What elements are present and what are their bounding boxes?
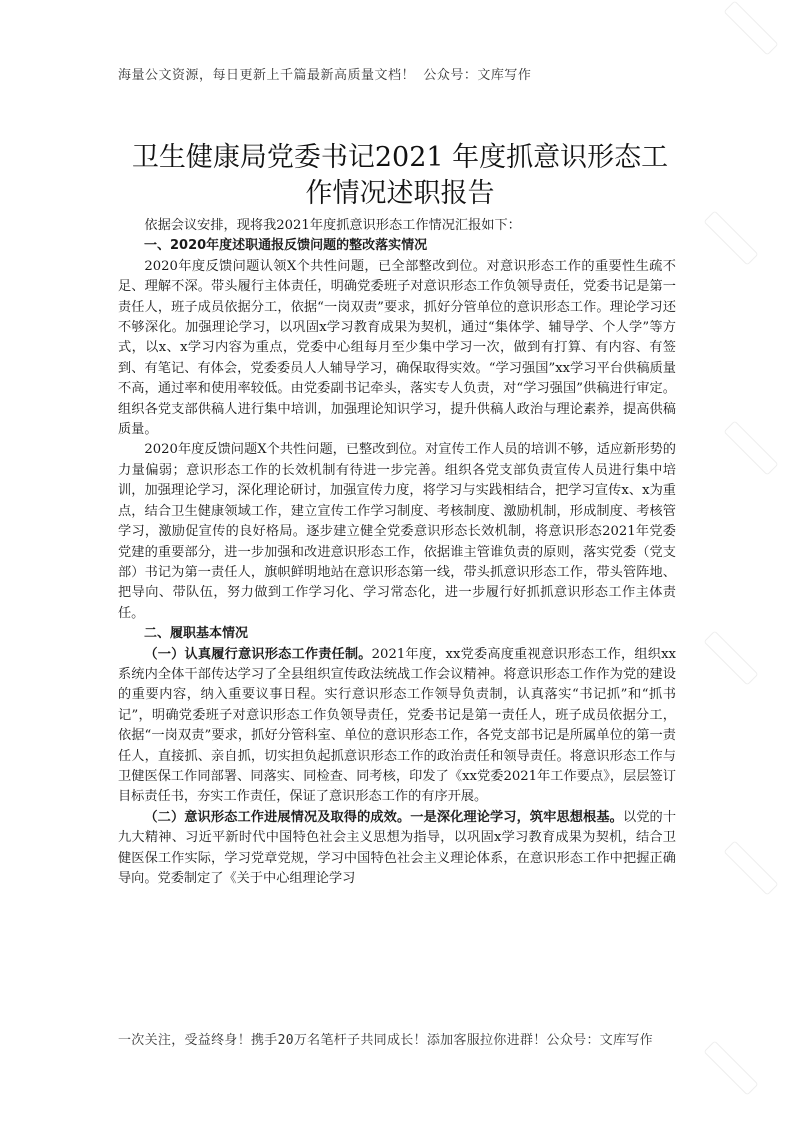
intro-paragraph: 依据会议安排，现将我2021年度抓意识形态工作情况汇报如下：: [144, 218, 521, 233]
title-line-2: 作情况述职报告: [305, 178, 495, 209]
watermark-mark: [703, 1040, 758, 1095]
watermark-mark: [723, 0, 778, 55]
subsection-2-body: 以党的十九大精神、习近平新时代中国特色社会主义思想为指导，以巩固x学习教育成果为契机，结合卫健医保工作实际，学习党章党规，学习中国特色社会主义理论体系，在意识形态工作中把握正确导向。党委制定了《关于中心组理论学习: [118, 809, 677, 886]
watermark-mark: [723, 420, 778, 475]
title-line-1: 卫生健康局党委书记2021 年度抓意识形态工: [131, 142, 669, 173]
footer-note: 一次关注，受益终身！携手20万名笔杆子共同成长！添加客服拉你进群！公众号：文库写作: [118, 1033, 653, 1048]
watermark-mark: [703, 210, 758, 265]
section-2-heading: 二、履职基本情况: [144, 626, 249, 642]
section-1-heading: 一、2020年度述职通报反馈问题的整改落实情况: [144, 238, 428, 254]
document-body: [118, 216, 676, 889]
subsection-1-body: 2021年度，xx党委高度重视意识形态工作，组织xx系统内全体干部传达学习了全县组织宣传政法统战工作会议精神。将意识形态工作作为党的建设的重要内容，纳入重要议事日程。实行意识形态工作领导负责制，认真落实“书记抓”和“抓书记”，明确党委班子对意识形态工作负领导责任，党委书记是第一责任人，班子成员依据分工，依据“一岗双责”要求，抓好分管科室、单位的意识形态工作，各党支部书记是所属单位的第一责任人，直接抓、亲自抓，切实担负起抓意识形态工作的政治责任和领导责任。将意识形态工作与卫健医保工作同部署、同落实、同检查、同考核，印发了《xx党委2021年工作要点》，层层签订目标责任书，夯实工作责任，保证了意识形态工作的有序开展。: [118, 646, 676, 805]
subsection-1-title: （一）认真履行意识形态工作责任制。: [144, 646, 372, 662]
watermark-mark: [703, 630, 758, 685]
paragraph-1: 2020年度反馈问题认领X个共性问题，已全部整改到位。对意识形态工作的重要性生疏不足、理解不深。带头履行主体责任，明确党委班子对意识形态工作负领导责任，党委书记是第一责任人，班子成员依据分工，依据“一岗双责”要求，抓好分管单位的意识形态工作。理论学习还不够深化。加强理论学习，以巩固x学习教育成果为契机，通过“集体学、辅导学、个人学”等方式，以x、x学习内容为重点，党委中心组每月至少集中学习一次，做到有打算、有内容、有签到、有笔记、有体会，党委委员人人辅导学习，确保取得实效。“学习强国”xx学习平台供稿质量不高，通过率和使用率较低。由党委副书记牵头，落实专人负责，对“学习强国”供稿进行审定。组织各党支部供稿人进行集中培训，加强理论知识学习，提升供稿人政治与理论素养，提高供稿质量。: [118, 258, 676, 438]
watermark-mark: [723, 840, 778, 895]
subsection-2: [118, 808, 676, 890]
header-note: 海量公文资源，每日更新上千篇最新高质量文档！ 公众号：文库写作: [118, 68, 532, 83]
document-title: [100, 140, 700, 212]
paragraph-2: 2020年度反馈问题X个共性问题，已整改到位。对宣传工作人员的培训不够，适应新形势的力量偏弱；意识形态工作的长效机制有待进一步完善。组织各党支部负责宣传人员进行集中培训，加强理论学习，深化理论研讨，加强宣传力度，将学习与实践相结合，把学习宣传x、x为重点，结合卫生健康领域工作，建立宣传工作学习制度、考核制度、激励机制，形成制度、考核管学习，激励促宣传的良好格局。逐步建立健全党委意识形态长效机制，将意识形态2021年党委党建的重要部分，进一步加强和改进意识形态工作，依据谁主管谁负责的原则，落实党委（党支部）书记为第一责任人，旗帜鲜明地站在意识形态第一线，带头抓意识形态工作，带头管阵地、把导向、带队伍，努力做到工作学习化、学习常态化，进一步履行好抓抓意识形态工作主体责任。: [118, 442, 676, 621]
subsection-2-title: （二）意识形态工作进展情况及取得的成效。一是深化理论学习，筑牢思想根基。: [144, 809, 623, 825]
subsection-1: [118, 645, 676, 808]
